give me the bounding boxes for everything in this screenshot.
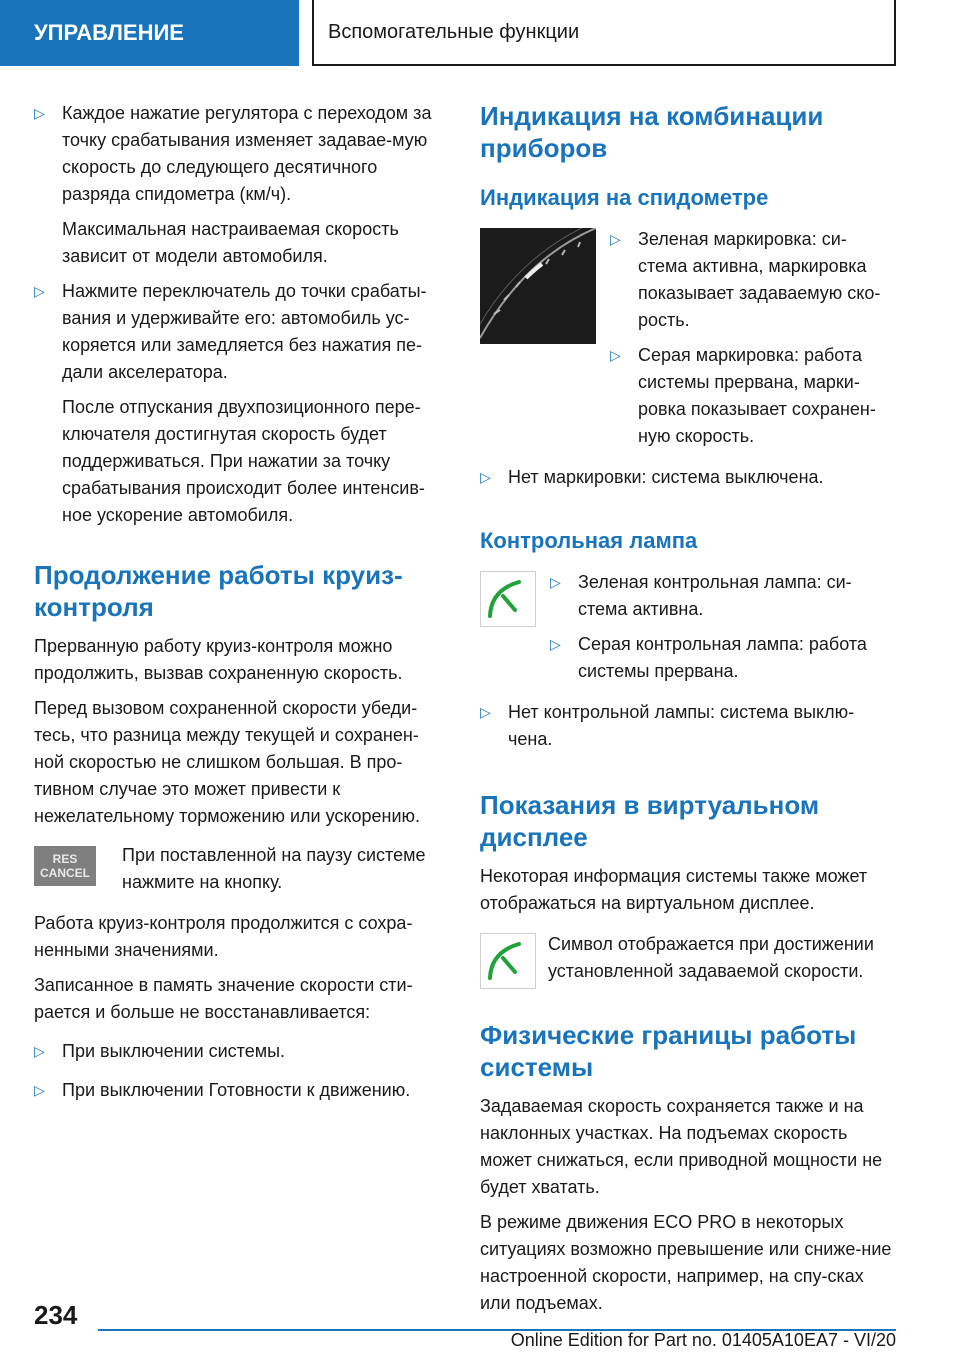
section-heading: Физические границы работы системы	[480, 1020, 857, 1082]
paragraph: В режиме движения ECO PRO в некоторых ситуациях возможно превышение или сниже-ние настроенной скорости, например, на спу-сках или подъемах.	[480, 1212, 892, 1313]
list-item-text: Зеленая маркировка: си-стема активна, маркировка показывает задаваемую ско-рость.	[638, 229, 881, 330]
speedometer-bullets	[610, 226, 896, 458]
paragraph: Работа круиз-контроля продолжится с сохра-ненными значениями.	[34, 913, 413, 960]
list-item-text: Нет контрольной лампы: система выклю-чена.	[508, 702, 855, 749]
page-number: 234	[34, 1300, 78, 1330]
triangle-bullet-icon: ▷	[34, 105, 45, 121]
list-item	[480, 464, 896, 491]
list-item	[34, 278, 448, 386]
section-heading: Продолжение работы круиз-контроля	[34, 560, 403, 622]
list-item	[610, 342, 896, 450]
list-item	[550, 631, 896, 685]
edition-text: Online Edition for Part no. 01405A10EA7 - VI/20	[510, 1330, 896, 1350]
subsection-heading: Индикация на спидометре	[480, 185, 769, 210]
list-item-text: Каждое нажатие регулятора с переходом за точку срабатывания изменяет задавае-мую скорость до следующего десятичного разряда спидометра (км/ч).	[62, 103, 432, 204]
lamp-bullets	[550, 569, 896, 693]
res-label: RES	[52, 852, 78, 866]
list-item	[610, 226, 896, 334]
list-item-text: Серая маркировка: работа системы прервана, марки-ровка показывает сохранен-ную скорость.	[638, 345, 876, 446]
list-item	[34, 1038, 448, 1065]
paragraph: Символ отображается при достижении установленной задаваемой скорости.	[548, 934, 874, 981]
section-heading: Показания в виртуальном дисплее	[480, 790, 820, 852]
paragraph: Прерванную работу круиз-контроля можно продолжить, вызвав сохраненную скорость.	[34, 636, 403, 683]
paragraph: Записанное в память значение скорости сти-рается и больше не восстанавливается:	[34, 975, 413, 1022]
list-item	[480, 699, 896, 753]
section-tab: УПРАВЛЕНИЕ	[0, 0, 299, 66]
note-text: После отпускания двухпозиционного пере-ключателя достигнутая скорость будет поддерживаться. При нажатии за точку срабатывания происходит более интенсив-ное ускорение автомобиля.	[62, 397, 425, 525]
speedometer-arc-icon	[480, 228, 596, 344]
list-item	[550, 569, 896, 623]
triangle-bullet-icon: ▷	[480, 704, 491, 720]
triangle-bullet-icon: ▷	[34, 1043, 45, 1059]
list-item-text: Серая контрольная лампа: работа системы прервана.	[578, 634, 867, 681]
chapter-title-text: Вспомогательные функции	[328, 20, 580, 43]
list-item-text: Нажмите переключатель до точки срабаты-вания и удерживайте его: автомобиль ус-коряется или замедляется без нажатия пе-дали акселератора.	[62, 281, 427, 382]
speedometer-needle-icon	[481, 934, 535, 988]
list-item-text: При выключении системы.	[62, 1041, 286, 1061]
symbol-row	[480, 931, 896, 989]
section-heading: Индикация на комбинации приборов	[480, 101, 824, 163]
cancel-label: CANCEL	[40, 866, 90, 880]
speedometer-row	[480, 226, 896, 458]
list-item-text: Зеленая контрольная лампа: си-стема активна.	[578, 572, 852, 619]
triangle-bullet-icon: ▷	[480, 469, 491, 485]
paragraph: Некоторая информация системы также может отображаться на виртуальном дисплее.	[480, 866, 868, 913]
list-item-text: Нет маркировки: система выключена.	[508, 467, 824, 487]
left-column	[34, 100, 448, 1112]
paragraph: Перед вызовом сохраненной скорости убеди-тесь, что разница между текущей и сохранен-ной скоростью не слишком большая. В про-тивном случае это может привести к нежелательному торможению или ускорению.	[34, 698, 420, 826]
res-cancel-button-icon	[34, 846, 96, 886]
triangle-bullet-icon: ▷	[550, 574, 561, 590]
res-cancel-row	[34, 842, 448, 896]
triangle-bullet-icon: ▷	[610, 347, 621, 363]
triangle-bullet-icon: ▷	[34, 283, 45, 299]
paragraph: При поставленной на паузу системе нажмите на кнопку.	[122, 845, 426, 892]
triangle-bullet-icon: ▷	[34, 1082, 45, 1098]
virtual-display-symbol-icon	[480, 933, 536, 989]
speedometer-image	[480, 228, 596, 344]
list-item-text: При выключении Готовности к движению.	[62, 1080, 411, 1100]
subsection-heading: Контрольная лампа	[480, 528, 698, 553]
list-item	[34, 1077, 448, 1104]
list-item	[34, 100, 448, 208]
right-column	[480, 100, 896, 1325]
triangle-bullet-icon: ▷	[610, 231, 621, 247]
note-text: Максимальная настраиваемая скорость зависит от модели автомобиля.	[62, 219, 399, 266]
paragraph: Задаваемая скорость сохраняется также и на наклонных участках. На подъемах скорость может снижаться, если приводной мощности не будет хватать.	[480, 1096, 883, 1197]
chapter-title	[312, 0, 896, 66]
speedometer-needle-icon	[481, 572, 535, 626]
lamp-row	[480, 569, 896, 693]
cruise-lamp-icon	[480, 571, 536, 627]
triangle-bullet-icon: ▷	[550, 636, 561, 652]
